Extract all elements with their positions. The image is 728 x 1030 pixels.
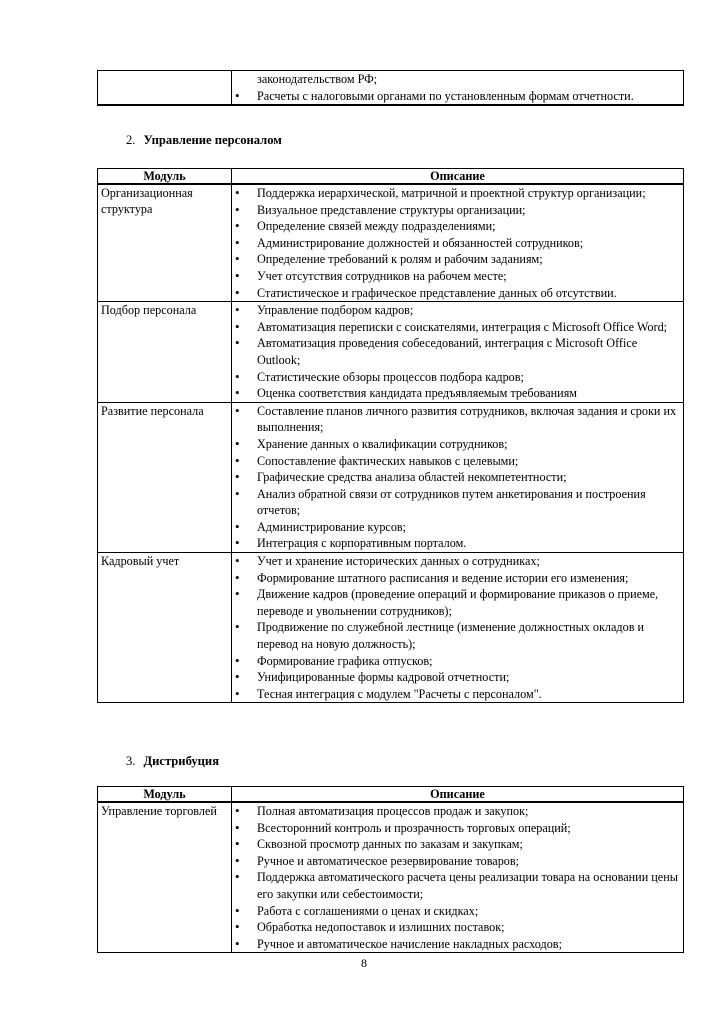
bullet-list [235, 403, 680, 552]
table-row [98, 553, 684, 703]
list-item: • Учет отсутствия сотрудников на рабочем месте; [235, 268, 680, 285]
section-title: Дистрибуция [143, 754, 220, 768]
module-cell: Развитие персонала [98, 402, 232, 552]
list-item: • Учет и хранение исторических данных о сотрудниках; [235, 553, 680, 570]
section-number: 2. [126, 133, 136, 147]
list-item: • Работа с соглашениями о ценах и скидках; [235, 903, 680, 920]
description-cell [232, 71, 684, 106]
list-item: • Поддержка автоматического расчета цены реализации товара на основании цены его закупки или себестоимости; [235, 869, 680, 902]
description-cell [232, 553, 684, 703]
distribution-table [97, 786, 684, 953]
list-item: • Движение кадров (проведение операций и формирование приказов о приеме, переводе и увольнении сотрудников); [235, 586, 680, 619]
continuation-table [97, 70, 684, 106]
list-item: • Визуальное представление структуры организации; [235, 202, 680, 219]
list-item: • Формирование штатного расписания и ведение истории его изменения; [235, 570, 680, 587]
column-header-description: Описание [232, 169, 684, 185]
column-header-module: Модуль [98, 169, 232, 185]
table-row [98, 302, 684, 403]
module-cell [98, 71, 232, 106]
list-item: • Управление подбором кадров; [235, 302, 680, 319]
list-item: • Унифицированные формы кадровой отчетности; [235, 669, 680, 686]
section-title: Управление персоналом [143, 133, 282, 147]
list-item: • Сопоставление фактических навыков с целевыми; [235, 453, 680, 470]
list-item: • Интеграция с корпоративным порталом. [235, 535, 680, 552]
list-item: • Полная автоматизация процессов продаж и закупок; [235, 803, 680, 820]
list-item: • Оценка соответствия кандидата предъявляемым требованиям [235, 385, 680, 402]
module-cell: Подбор персонала [98, 302, 232, 403]
list-item: • Расчеты с налоговыми органами по установленным формам отчетности. [235, 88, 680, 105]
list-item: • Администрирование должностей и обязанностей сотрудников; [235, 235, 680, 252]
list-item: • Определение связей между подразделениями; [235, 218, 680, 235]
module-cell: Кадровый учет [98, 553, 232, 703]
description-cell [232, 402, 684, 552]
bullet-list [235, 553, 680, 702]
list-item: • Формирование графика отпусков; [235, 653, 680, 670]
list-item: • Тесная интеграция с модулем "Расчеты с персоналом". [235, 686, 680, 703]
description-cell [232, 184, 684, 302]
table-header-row [98, 787, 684, 803]
table-header-row [98, 169, 684, 185]
list-item: • Автоматизация переписки с соискателями, интеграция с Microsoft Office Word; [235, 319, 680, 336]
list-item: • Статистическое и графическое представление данных об отсутствии. [235, 285, 680, 302]
list-item: • Продвижение по служебной лестнице (изменение должностных окладов и перевод на новую должность); [235, 619, 680, 652]
module-cell: Управление торговлей [98, 802, 232, 953]
list-item: • Сквозной просмотр данных по заказам и закупкам; [235, 836, 680, 853]
table-row [98, 402, 684, 552]
bullet-list [235, 185, 680, 301]
list-item: • Составление планов личного развития сотрудников, включая задания и сроки их выполнения; [235, 403, 680, 436]
bullet-list [235, 302, 680, 402]
table-row [98, 71, 684, 106]
list-item: • Администрирование курсов; [235, 519, 680, 536]
description-cell [232, 302, 684, 403]
list-item: • Определение требований к ролям и рабочим заданиям; [235, 251, 680, 268]
page-number: 8 [361, 956, 367, 970]
list-item: • Статистические обзоры процессов подбора кадров; [235, 369, 680, 386]
column-header-module: Модуль [98, 787, 232, 803]
column-header-description: Описание [232, 787, 684, 803]
list-item: • Поддержка иерархической, матричной и проектной структур организации; [235, 185, 680, 202]
table-row [98, 802, 684, 953]
personnel-table [97, 168, 684, 703]
section-heading [126, 754, 219, 769]
section-number: 3. [126, 754, 136, 768]
list-item: • Ручное и автоматическое резервирование товаров; [235, 853, 680, 870]
bullet-list [235, 803, 680, 952]
continuation-text: законодательством РФ; [257, 72, 378, 86]
bullet-list [235, 88, 680, 105]
list-item: • Ручное и автоматическое начисление накладных расходов; [235, 936, 680, 953]
list-item: • Обработка недопоставок и излишних поставок; [235, 919, 680, 936]
list-item: • Автоматизация проведения собеседований, интеграция с Microsoft Office Outlook; [235, 335, 680, 368]
description-cell [232, 802, 684, 953]
table-row [98, 184, 684, 302]
module-cell: Организационная структура [98, 184, 232, 302]
list-item: • Хранение данных о квалификации сотрудников; [235, 436, 680, 453]
list-item: • Всесторонний контроль и прозрачность торговых операций; [235, 820, 680, 837]
section-heading [126, 133, 282, 148]
list-item: • Графические средства анализа областей некомпетентности; [235, 469, 680, 486]
list-item: • Анализ обратной связи от сотрудников путем анкетирования и построения отчетов; [235, 486, 680, 519]
